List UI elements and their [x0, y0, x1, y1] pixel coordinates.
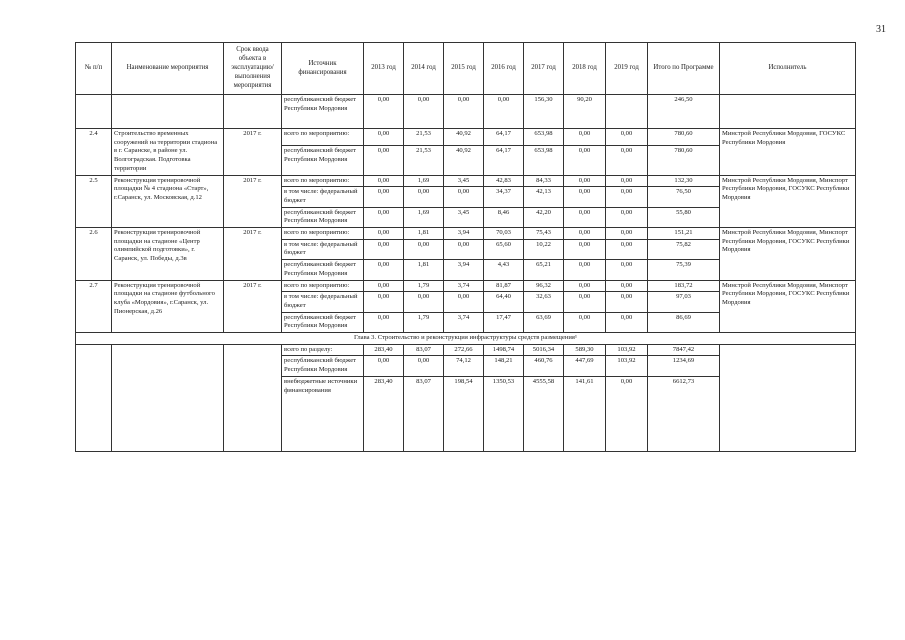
executor-cell: Минстрой Республики Мордовия, ГОСУКС Республики Мордовия — [720, 129, 856, 176]
total-cell: 86,69 — [648, 312, 720, 332]
value-cell: 283,40 — [364, 344, 404, 356]
value-cell: 65,21 — [524, 260, 564, 280]
total-cell: 1234,69 — [648, 356, 720, 376]
value-cell: 0,00 — [606, 129, 648, 146]
value-cell: 0,00 — [404, 292, 444, 312]
value-cell: 0,00 — [606, 145, 648, 175]
value-cell: 0,00 — [606, 228, 648, 240]
empty-cell — [112, 95, 224, 129]
value-cell: 447,69 — [564, 356, 606, 376]
total-cell: 132,30 — [648, 175, 720, 187]
value-cell: 0,00 — [364, 175, 404, 187]
value-cell: 17,47 — [484, 312, 524, 332]
total-cell: 76,50 — [648, 187, 720, 207]
value-cell: 1,79 — [404, 280, 444, 292]
value-cell: 0,00 — [404, 356, 444, 376]
value-cell: 0,00 — [364, 95, 404, 129]
value-cell: 0,00 — [564, 145, 606, 175]
value-cell: 156,30 — [524, 95, 564, 129]
value-cell: 42,13 — [524, 187, 564, 207]
empty-cell — [224, 95, 282, 129]
value-cell: 1,79 — [404, 312, 444, 332]
value-cell: 0,00 — [404, 187, 444, 207]
value-cell: 0,00 — [364, 312, 404, 332]
empty-cell — [720, 95, 856, 129]
item-term: 2017 г. — [224, 129, 282, 176]
value-cell: 272,66 — [444, 344, 484, 356]
value-cell: 0,00 — [404, 95, 444, 129]
value-cell: 0,00 — [564, 312, 606, 332]
source-cell: республиканский бюджет Республики Мордовия — [282, 356, 364, 376]
value-cell: 40,92 — [444, 145, 484, 175]
source-cell: республиканский бюджет Республики Мордовия — [282, 312, 364, 332]
executor-cell: Минстрой Республики Мордовия, Минспорт Республики Мордовия, ГОСУКС Республики Мордовия — [720, 228, 856, 281]
column-header: Исполнитель — [720, 43, 856, 95]
value-cell: 96,32 — [524, 280, 564, 292]
value-cell: 81,87 — [484, 280, 524, 292]
source-cell: в том числе: федеральный бюджет — [282, 239, 364, 259]
value-cell: 0,00 — [484, 95, 524, 129]
value-cell: 0,00 — [444, 239, 484, 259]
value-cell: 0,00 — [364, 207, 404, 227]
column-header: Итого по Программе — [648, 43, 720, 95]
value-cell: 1,69 — [404, 207, 444, 227]
value-cell: 0,00 — [606, 207, 648, 227]
item-number: 2.4 — [76, 129, 112, 176]
value-cell: 0,00 — [606, 292, 648, 312]
table-row — [76, 129, 856, 146]
value-cell: 3,94 — [444, 260, 484, 280]
column-header: Источник финансирования — [282, 43, 364, 95]
value-cell: 0,00 — [606, 187, 648, 207]
value-cell: 0,00 — [364, 187, 404, 207]
value-cell: 70,03 — [484, 228, 524, 240]
value-cell: 0,00 — [564, 228, 606, 240]
table-row — [76, 344, 856, 356]
source-cell: всего по мероприятию: — [282, 175, 364, 187]
table-row — [76, 228, 856, 240]
total-cell: 97,03 — [648, 292, 720, 312]
item-term: 2017 г. — [224, 228, 282, 281]
value-cell: 1,81 — [404, 228, 444, 240]
item-term: 2017 г. — [224, 175, 282, 228]
table-row — [76, 280, 856, 292]
column-header: 2018 год — [564, 43, 606, 95]
value-cell: 0,00 — [364, 145, 404, 175]
source-cell: всего по разделу: — [282, 344, 364, 356]
value-cell: 460,76 — [524, 356, 564, 376]
item-number: 2.7 — [76, 280, 112, 333]
total-cell: 780,60 — [648, 129, 720, 146]
value-cell: 32,63 — [524, 292, 564, 312]
source-cell: в том числе: федеральный бюджет — [282, 187, 364, 207]
column-header: 2013 год — [364, 43, 404, 95]
value-cell: 42,83 — [484, 175, 524, 187]
item-name: Реконструкция тренировочной площадки на стадионе «Центр олимпийской подготовки», г. Саранск, ул. Победы, д.3в — [112, 228, 224, 281]
value-cell: 0,00 — [564, 239, 606, 259]
value-cell: 589,30 — [564, 344, 606, 356]
value-cell: 148,21 — [484, 356, 524, 376]
empty-cell — [76, 95, 112, 129]
total-cell: 6612,73 — [648, 376, 720, 451]
value-cell: 3,74 — [444, 280, 484, 292]
value-cell: 3,74 — [444, 312, 484, 332]
executor-cell: Минстрой Республики Мордовия, Минспорт Республики Мордовия, ГОСУКС Республики Мордовия — [720, 280, 856, 333]
value-cell: 65,60 — [484, 239, 524, 259]
value-cell: 0,00 — [364, 292, 404, 312]
value-cell: 4,43 — [484, 260, 524, 280]
value-cell: 1350,53 — [484, 376, 524, 451]
total-cell: 780,60 — [648, 145, 720, 175]
value-cell: 40,92 — [444, 129, 484, 146]
value-cell: 1498,74 — [484, 344, 524, 356]
table-row — [76, 175, 856, 187]
value-cell: 0,00 — [564, 280, 606, 292]
value-cell: 21,53 — [404, 129, 444, 146]
item-name: Реконструкция тренировочной площадки на стадионе футбольного клуба «Мордовия», г.Саранск, ул. Пионерская, д.26 — [112, 280, 224, 333]
value-cell — [606, 95, 648, 129]
value-cell: 84,33 — [524, 175, 564, 187]
source-cell: всего по мероприятию: — [282, 280, 364, 292]
value-cell: 90,20 — [564, 95, 606, 129]
total-cell: 7847,42 — [648, 344, 720, 356]
total-cell: 75,39 — [648, 260, 720, 280]
value-cell: 0,00 — [444, 292, 484, 312]
value-cell: 3,45 — [444, 175, 484, 187]
value-cell: 63,69 — [524, 312, 564, 332]
value-cell: 3,94 — [444, 228, 484, 240]
value-cell: 0,00 — [606, 376, 648, 451]
value-cell: 283,40 — [364, 376, 404, 451]
executor-cell: Минстрой Республики Мордовия, Минспорт Республики Мордовия, ГОСУКС Республики Мордовия — [720, 175, 856, 228]
source-cell: республиканский бюджет Республики Мордовия — [282, 95, 364, 129]
empty-cell — [224, 344, 282, 451]
table-header-row — [76, 43, 856, 95]
page-number: 31 — [876, 24, 886, 35]
item-name: Реконструкция тренировочной площадки № 4 стадиона «Старт», г.Саранск, ул. Московская, д.12 — [112, 175, 224, 228]
value-cell: 0,00 — [364, 228, 404, 240]
item-number: 2.5 — [76, 175, 112, 228]
value-cell: 75,43 — [524, 228, 564, 240]
value-cell: 0,00 — [564, 207, 606, 227]
source-cell: всего по мероприятию: — [282, 228, 364, 240]
chapter-title: Глава 3. Строительство и реконструкция инфраструктуры средств размещения¹ — [76, 333, 856, 345]
value-cell: 0,00 — [404, 239, 444, 259]
program-table — [75, 42, 856, 452]
total-cell: 246,50 — [648, 95, 720, 129]
value-cell: 653,98 — [524, 129, 564, 146]
value-cell: 1,69 — [404, 175, 444, 187]
value-cell: 0,00 — [364, 280, 404, 292]
item-term: 2017 г. — [224, 280, 282, 333]
column-header: 2014 год — [404, 43, 444, 95]
empty-cell — [112, 344, 224, 451]
value-cell: 0,00 — [564, 292, 606, 312]
value-cell: 3,45 — [444, 207, 484, 227]
value-cell: 83,07 — [404, 344, 444, 356]
value-cell: 42,20 — [524, 207, 564, 227]
value-cell: 8,46 — [484, 207, 524, 227]
source-cell: в том числе: федеральный бюджет — [282, 292, 364, 312]
column-header: 2015 год — [444, 43, 484, 95]
value-cell: 34,37 — [484, 187, 524, 207]
value-cell: 0,00 — [606, 280, 648, 292]
value-cell: 0,00 — [564, 175, 606, 187]
value-cell: 0,00 — [444, 187, 484, 207]
value-cell: 64,17 — [484, 129, 524, 146]
table-row — [76, 95, 856, 129]
value-cell: 4555,58 — [524, 376, 564, 451]
source-cell: республиканский бюджет Республики Мордовия — [282, 207, 364, 227]
value-cell: 0,00 — [606, 312, 648, 332]
total-cell: 183,72 — [648, 280, 720, 292]
total-cell: 75,82 — [648, 239, 720, 259]
column-header: 2016 год — [484, 43, 524, 95]
column-header: Наименование мероприятия — [112, 43, 224, 95]
source-cell: всего по мероприятию: — [282, 129, 364, 146]
value-cell: 74,12 — [444, 356, 484, 376]
total-cell: 55,80 — [648, 207, 720, 227]
value-cell: 21,53 — [404, 145, 444, 175]
value-cell: 0,00 — [564, 260, 606, 280]
value-cell: 0,00 — [364, 260, 404, 280]
value-cell: 64,17 — [484, 145, 524, 175]
value-cell: 0,00 — [606, 175, 648, 187]
empty-cell — [720, 344, 856, 451]
value-cell: 83,07 — [404, 376, 444, 451]
source-cell: внебюджетные источники финансирования — [282, 376, 364, 451]
column-header: 2019 год — [606, 43, 648, 95]
item-number: 2.6 — [76, 228, 112, 281]
value-cell: 653,98 — [524, 145, 564, 175]
empty-cell — [76, 344, 112, 451]
value-cell: 141,61 — [564, 376, 606, 451]
total-cell: 151,21 — [648, 228, 720, 240]
value-cell: 1,81 — [404, 260, 444, 280]
value-cell: 103,92 — [606, 356, 648, 376]
value-cell: 0,00 — [364, 129, 404, 146]
value-cell: 0,00 — [606, 260, 648, 280]
value-cell: 103,92 — [606, 344, 648, 356]
value-cell: 198,54 — [444, 376, 484, 451]
value-cell: 0,00 — [606, 239, 648, 259]
value-cell: 0,00 — [564, 187, 606, 207]
value-cell: 64,40 — [484, 292, 524, 312]
value-cell: 0,00 — [564, 129, 606, 146]
source-cell: республиканский бюджет Республики Мордовия — [282, 145, 364, 175]
chapter-heading-row — [76, 333, 856, 345]
value-cell: 0,00 — [364, 239, 404, 259]
item-name: Строительство временных сооружений на территории стадиона в г. Саранске, в районе ул. Волгоградская. Подготовка территории — [112, 129, 224, 176]
value-cell: 0,00 — [444, 95, 484, 129]
value-cell: 5016,34 — [524, 344, 564, 356]
column-header: Срок ввода объекта в эксплуатацию/ выполнения мероприятия — [224, 43, 282, 95]
value-cell: 10,22 — [524, 239, 564, 259]
column-header: № п/п — [76, 43, 112, 95]
column-header: 2017 год — [524, 43, 564, 95]
value-cell: 0,00 — [364, 356, 404, 376]
source-cell: республиканский бюджет Республики Мордовия — [282, 260, 364, 280]
